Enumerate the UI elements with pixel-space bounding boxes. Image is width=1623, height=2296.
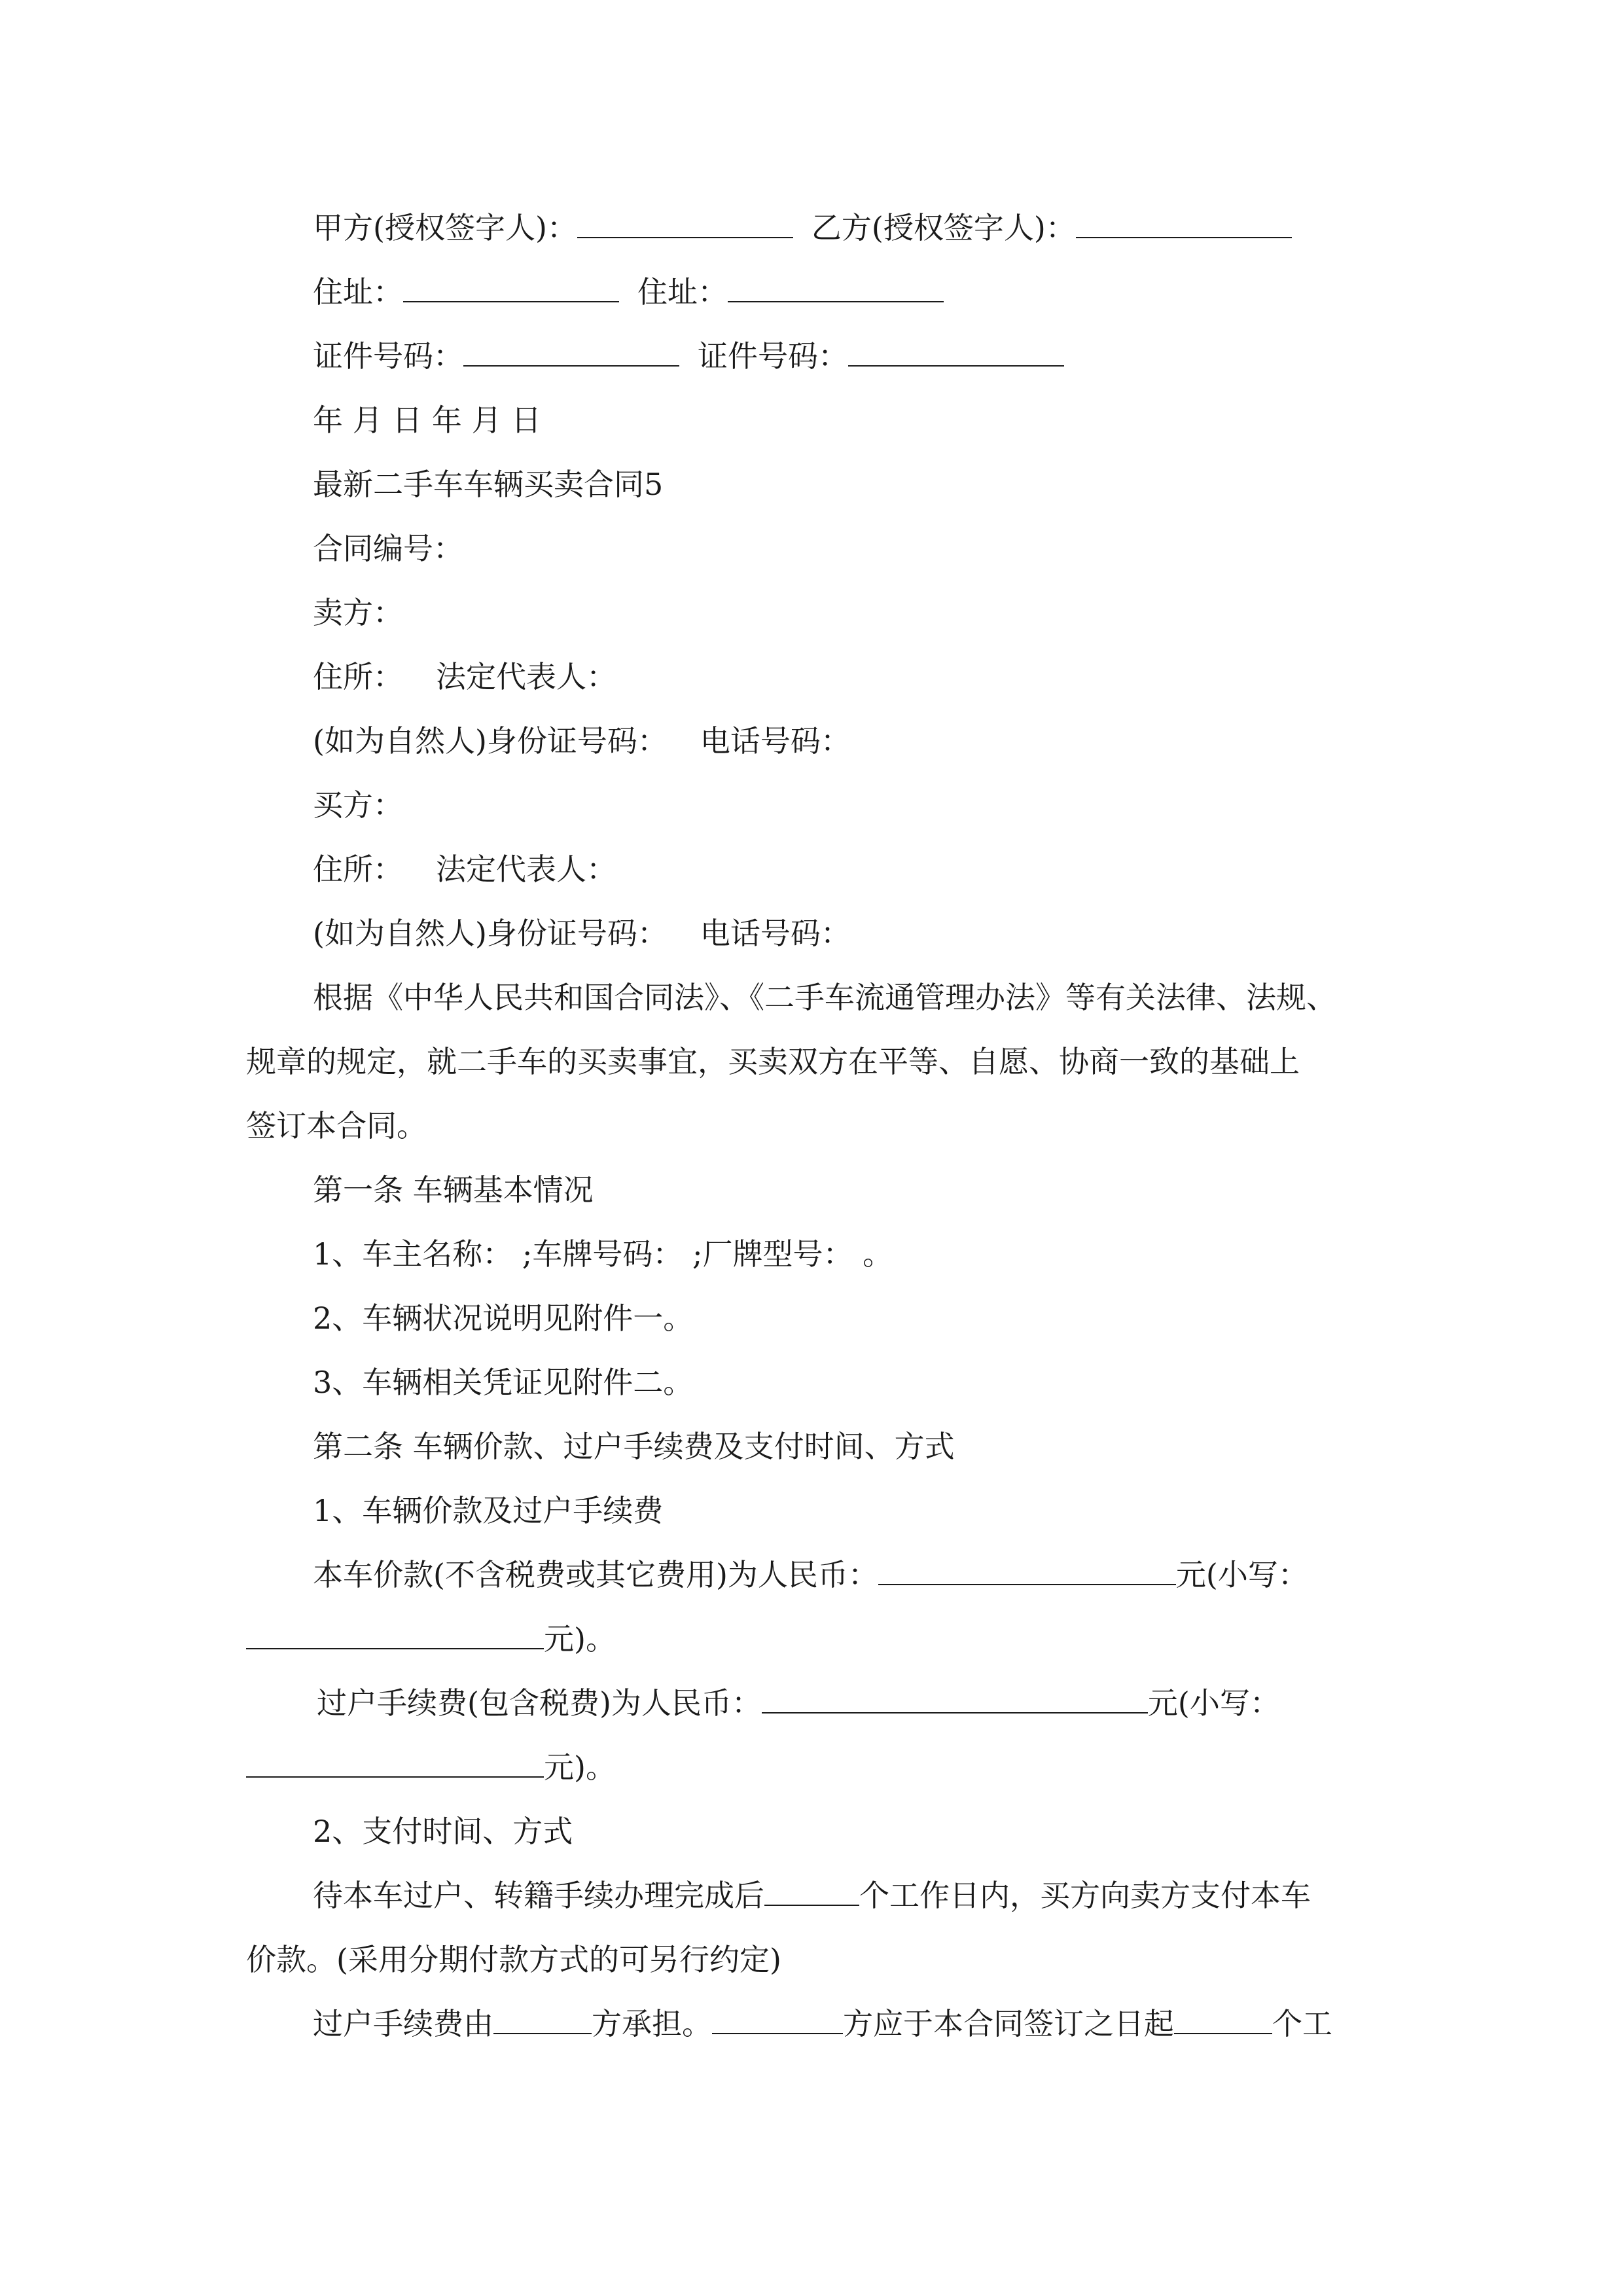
fee-small-row (246, 1748, 616, 1787)
party-b-sign-label: 乙方(授权签字人)： (811, 210, 1076, 245)
id-label-a: 证件号码： (313, 338, 463, 374)
buyer-legal-rep-label: 法定代表人： (436, 852, 616, 887)
signature-row (313, 208, 1292, 247)
party-a-sign-label: 甲方(授权签字人)： (313, 210, 577, 245)
party-b-sign-blank (1076, 211, 1292, 238)
address-b-blank (728, 275, 944, 302)
buyer-label: 买方： (313, 787, 403, 823)
article-2-sub-2: 2、支付时间、方式 (313, 1814, 573, 1849)
price-yuan-small: 元(小写： (1175, 1557, 1308, 1592)
fee-days-blank (1174, 2007, 1272, 2034)
buyer-id-row (313, 914, 851, 953)
fee-bearer-blank (493, 2007, 592, 2034)
seller-phone-label: 电话号码： (700, 723, 851, 759)
price-blank (878, 1558, 1176, 1585)
date-row: 年 月 日 年 月 日 (313, 403, 542, 438)
payment-row (313, 1876, 1311, 1915)
fee-bearer-row (313, 2004, 1332, 2043)
address-label-a: 住址： (313, 274, 403, 310)
buyer-residence-row (313, 850, 616, 889)
payment-prefix: 待本车过户、转籍手续办理完成后 (313, 1878, 764, 1913)
buyer-residence-label: 住所： (313, 852, 403, 887)
price-row (313, 1555, 1308, 1594)
article-1-heading: 第一条 车辆基本情况 (313, 1172, 594, 1208)
fee-row (317, 1683, 1280, 1723)
party-a-sign-blank (577, 211, 793, 238)
fee-bearer-suffix: 个工 (1272, 2006, 1332, 2041)
intro-line-1: 根据《中华人民共和国合同法》、《二手车流通管理办法》等有关法律、法规、 (313, 980, 1336, 1015)
address-label-b: 住址： (637, 274, 728, 310)
fee-party-blank (712, 2007, 843, 2034)
article-1-item-3: 3、车辆相关凭证见附件二。 (313, 1365, 694, 1400)
payment-suffix: 个工作日内，买方向卖方支付本车 (859, 1878, 1311, 1913)
contract-number-label: 合同编号： (313, 531, 463, 566)
id-a-blank (463, 339, 679, 367)
contract-title: 最新二手车车辆买卖合同5 (313, 467, 664, 502)
fee-blank (762, 1686, 1148, 1713)
seller-legal-rep-label: 法定代表人： (436, 659, 616, 694)
article-2-sub-1: 1、车辆价款及过户手续费 (313, 1493, 664, 1528)
id-label-b: 证件号码： (698, 338, 848, 374)
seller-residence-row (313, 657, 616, 696)
seller-label: 卖方： (313, 595, 403, 630)
fee-bearer-prefix: 过户手续费由 (313, 2006, 493, 2041)
fee-prefix: 过户手续费(包含税费)为人民币： (317, 1685, 762, 1721)
price-small-blank (246, 1622, 544, 1649)
seller-residence-label: 住所： (313, 659, 403, 694)
seller-id-label: (如为自然人)身份证号码： (313, 723, 668, 759)
payment-line-2: 价款。(采用分期付款方式的可另行约定) (246, 1942, 781, 1977)
buyer-id-label: (如为自然人)身份证号码： (313, 916, 668, 951)
fee-yuan-small: 元(小写： (1147, 1685, 1280, 1721)
address-a-blank (403, 275, 619, 302)
article-2-heading: 第二条 车辆价款、过户手续费及支付时间、方式 (313, 1429, 955, 1464)
seller-id-row (313, 721, 851, 761)
fee-yuan-close: 元)。 (544, 1749, 616, 1785)
fee-bearer-mid: 方承担。 (592, 2006, 712, 2041)
price-prefix: 本车价款(不含税费或其它费用)为人民币： (313, 1557, 878, 1592)
id-b-blank (848, 339, 1064, 367)
article-1-item-1: 1、车主名称： ;车牌号码： ;厂牌型号： 。 (313, 1236, 893, 1272)
address-row (313, 272, 944, 312)
fee-bearer-mid-2: 方应于本合同签订之日起 (843, 2006, 1174, 2041)
intro-line-3: 签订本合同。 (246, 1108, 427, 1143)
id-row (313, 336, 1064, 376)
price-small-row (246, 1619, 616, 1659)
fee-small-blank (246, 1750, 544, 1778)
intro-line-2: 规章的规定，就二手车的买卖事宜，买卖双方在平等、自愿、协商一致的基础上 (246, 1044, 1300, 1079)
payment-days-blank (764, 1878, 859, 1906)
article-1-item-2: 2、车辆状况说明见附件一。 (313, 1300, 694, 1336)
price-yuan-close: 元)。 (544, 1621, 616, 1657)
buyer-phone-label: 电话号码： (700, 916, 851, 951)
